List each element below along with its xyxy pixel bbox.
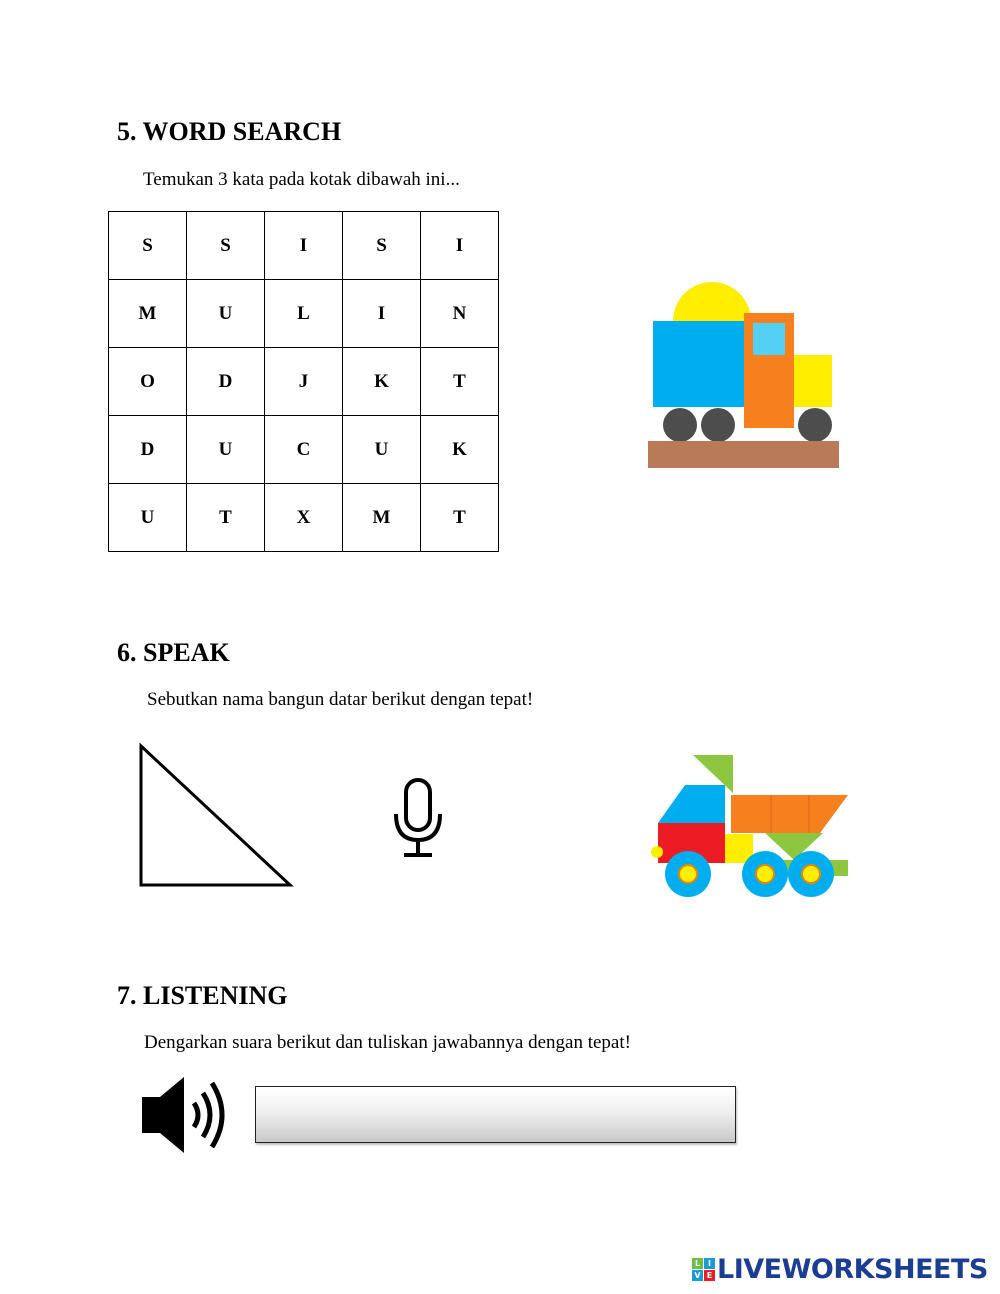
grid-cell[interactable]: D [109, 416, 187, 484]
train-wheel [663, 408, 697, 442]
grid-cell[interactable]: I [343, 280, 421, 348]
grid-cell[interactable]: L [265, 280, 343, 348]
grid-cell[interactable]: S [343, 212, 421, 280]
logo-text: LIVEWORKSHEETS [717, 1253, 988, 1285]
shape-dump-truck-illustration [648, 750, 853, 900]
word-search-grid [108, 211, 499, 552]
word-search-heading: 5. WORD SEARCH [117, 117, 342, 146]
train-yellow-rectangle [794, 355, 832, 407]
grid-cell[interactable]: I [265, 212, 343, 280]
train-base-rectangle [648, 441, 839, 468]
right-triangle-shape [135, 740, 300, 892]
train-semicircle-shape [673, 282, 751, 321]
logo-block: I [704, 1258, 715, 1269]
truck-bed-orange-wedge [809, 795, 848, 833]
grid-row [109, 212, 499, 280]
speak-heading: 6. SPEAK [117, 638, 230, 667]
grid-cell[interactable]: S [109, 212, 187, 280]
grid-cell[interactable]: T [421, 484, 499, 552]
grid-cell[interactable]: U [343, 416, 421, 484]
grid-cell[interactable]: I [421, 212, 499, 280]
liveworksheets-logo [692, 1252, 988, 1286]
grid-cell[interactable]: T [421, 348, 499, 416]
grid-cell[interactable]: T [187, 484, 265, 552]
logo-block: L [692, 1258, 703, 1269]
truck-cab-blue-square [705, 785, 725, 823]
microphone-icon[interactable] [388, 776, 448, 860]
grid-cell[interactable]: M [343, 484, 421, 552]
speaker-volume-icon[interactable] [138, 1073, 233, 1158]
listening-answer-input[interactable] [255, 1086, 736, 1143]
grid-cell[interactable]: X [265, 484, 343, 552]
truck-headlight [651, 846, 663, 858]
grid-cell[interactable]: U [187, 416, 265, 484]
truck-wheel [788, 851, 834, 897]
logo-block: V [692, 1270, 703, 1281]
train-wheel [701, 408, 735, 442]
speak-instruction: Sebutkan nama bangun datar berikut dengan tepat! [147, 689, 534, 710]
word-search-instruction: Temukan 3 kata pada kotak dibawah ini... [143, 169, 460, 190]
grid-cell[interactable]: O [109, 348, 187, 416]
grid-cell[interactable]: C [265, 416, 343, 484]
grid-row [109, 416, 499, 484]
grid-cell[interactable]: S [187, 212, 265, 280]
truck-bed-orange [731, 795, 771, 833]
grid-cell[interactable]: J [265, 348, 343, 416]
grid-cell[interactable]: K [343, 348, 421, 416]
truck-wheel [665, 851, 711, 897]
logo-block: E [704, 1270, 715, 1281]
shape-train-illustration [640, 278, 845, 473]
truck-wheel [742, 851, 788, 897]
train-window-square [753, 323, 785, 355]
grid-cell[interactable]: U [187, 280, 265, 348]
grid-row [109, 348, 499, 416]
grid-cell[interactable]: N [421, 280, 499, 348]
grid-cell[interactable]: U [109, 484, 187, 552]
grid-row [109, 484, 499, 552]
grid-cell[interactable]: D [187, 348, 265, 416]
train-wheel [798, 408, 832, 442]
logo-blocks-icon [692, 1258, 715, 1281]
truck-cab-blue [658, 785, 705, 823]
train-blue-rectangle [653, 321, 744, 407]
listening-heading: 7. LISTENING [117, 981, 288, 1010]
truck-bed-orange [771, 795, 809, 833]
grid-cell[interactable]: M [109, 280, 187, 348]
grid-cell[interactable]: K [421, 416, 499, 484]
listening-instruction: Dengarkan suara berikut dan tuliskan jawabannya dengan tepat! [144, 1032, 631, 1053]
grid-row [109, 280, 499, 348]
